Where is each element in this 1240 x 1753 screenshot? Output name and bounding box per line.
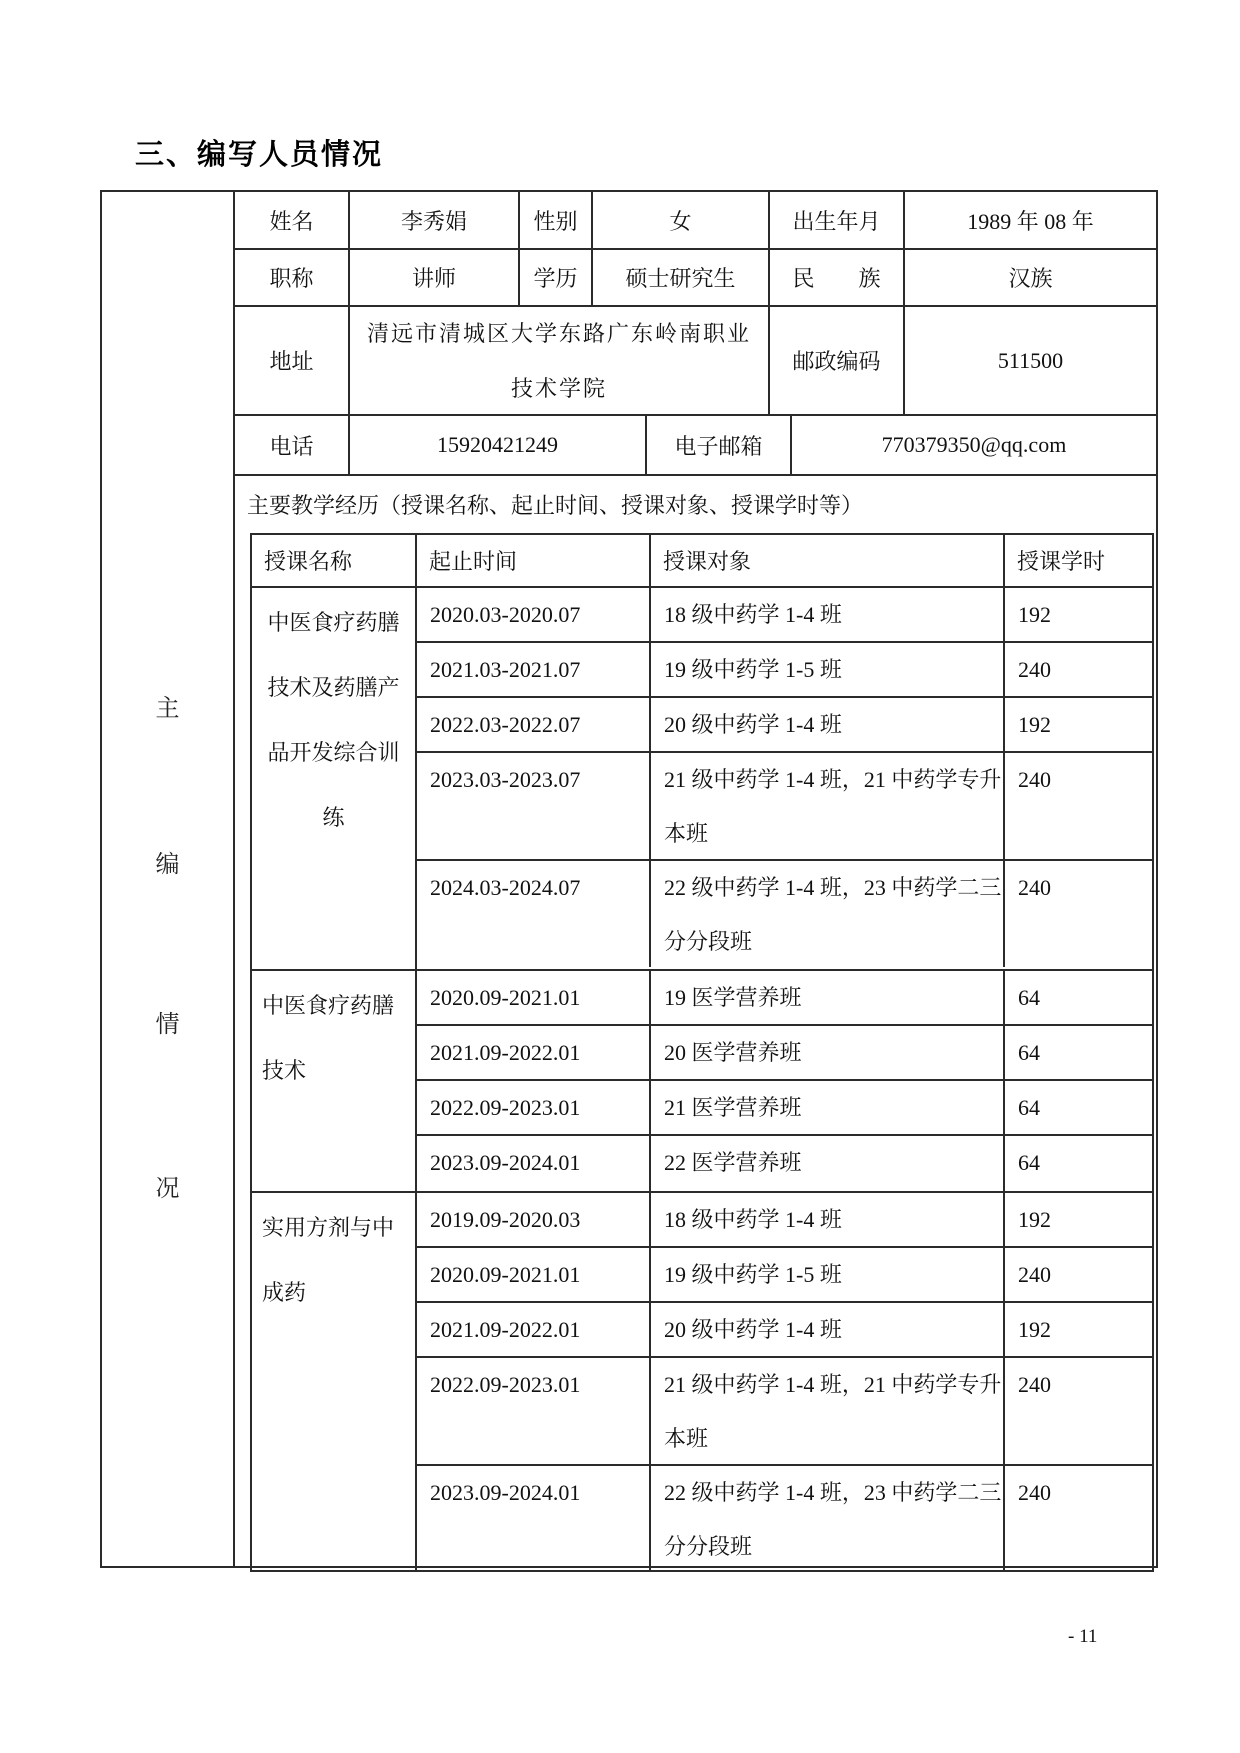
ethnic-label: 民 族 [770, 250, 905, 305]
time-cell: 2021.03-2021.07 [417, 643, 651, 696]
hours-cell: 64 [1018, 1040, 1040, 1065]
row-phone [235, 416, 1156, 476]
name-label: 姓名 [235, 192, 350, 248]
email-value: 770379350@qq.com [881, 432, 1067, 457]
gender-value: 女 [593, 192, 770, 248]
header-object: 授课对象 [651, 535, 1005, 586]
table-row [417, 643, 1152, 698]
hours-cell: 240 [1018, 1262, 1051, 1287]
object-cell: 22 级中药学 1-4 班，23 中药学二三分分段班 [651, 861, 1005, 967]
course-section [252, 971, 1152, 1193]
object-cell: 19 医学营养班 [651, 971, 1005, 1024]
personnel-table [100, 190, 1158, 1568]
title-value: 讲师 [350, 250, 520, 305]
hours-cell: 64 [1018, 1095, 1040, 1120]
time-cell: 2023.09-2024.01 [417, 1136, 651, 1191]
object-cell: 22 医学营养班 [651, 1136, 1005, 1191]
table-row [417, 1193, 1152, 1248]
table-row [417, 1081, 1152, 1136]
time-cell: 2024.03-2024.07 [417, 861, 651, 967]
time-cell: 2021.09-2022.01 [417, 1026, 651, 1079]
hours-cell: 240 [1018, 657, 1051, 682]
hours-cell: 240 [1018, 875, 1051, 900]
time-cell: 2020.09-2021.01 [417, 1248, 651, 1301]
side-label-char: 情 [155, 1012, 180, 1038]
table-row [417, 1303, 1152, 1358]
table-row [417, 971, 1152, 1026]
zip-label: 邮政编码 [770, 307, 905, 414]
row-title [235, 250, 1156, 307]
table-row [417, 861, 1152, 967]
time-cell: 2023.09-2024.01 [417, 1466, 651, 1572]
table-row [417, 1358, 1152, 1466]
object-cell: 21 医学营养班 [651, 1081, 1005, 1134]
side-label-char: 主 [155, 696, 180, 722]
side-label-char: 编 [155, 852, 180, 878]
object-cell: 20 级中药学 1-4 班 [651, 1303, 1005, 1356]
time-cell: 2022.09-2023.01 [417, 1081, 651, 1134]
time-cell: 2020.03-2020.07 [417, 588, 651, 641]
object-cell: 22 级中药学 1-4 班，23 中药学二三分分段班 [651, 1466, 1005, 1572]
hours-cell: 240 [1018, 1480, 1051, 1505]
time-cell: 2023.03-2023.07 [417, 753, 651, 859]
row-name [235, 192, 1156, 250]
phone-label: 电话 [235, 416, 350, 474]
hours-cell: 240 [1018, 1372, 1051, 1397]
page-number: - 11 [1068, 1626, 1098, 1647]
hours-cell: 192 [1018, 602, 1051, 627]
hours-cell: 192 [1018, 1317, 1051, 1342]
object-cell: 21 级中药学 1-4 班，21 中药学专升本班 [651, 753, 1005, 859]
hours-cell: 192 [1018, 712, 1051, 737]
email-label: 电子邮箱 [647, 416, 792, 474]
table-row [417, 1248, 1152, 1303]
object-cell: 20 级中药学 1-4 班 [651, 698, 1005, 751]
gender-label: 性别 [520, 192, 593, 248]
hours-cell: 192 [1018, 1207, 1051, 1232]
ethnic-value: 汉族 [1008, 266, 1053, 291]
row-teaching-history [235, 476, 1156, 1572]
hours-cell: 64 [1018, 1150, 1040, 1175]
object-cell: 21 级中药学 1-4 班，21 中药学专升本班 [651, 1358, 1005, 1464]
hours-cell: 64 [1018, 985, 1040, 1010]
time-cell: 2022.09-2023.01 [417, 1358, 651, 1464]
time-cell: 2019.09-2020.03 [417, 1193, 651, 1246]
teaching-header-row [252, 535, 1152, 588]
address-label: 地址 [235, 307, 350, 414]
personnel-content [235, 192, 1156, 1566]
course-name: 中医食疗药膳技术 [252, 971, 417, 1191]
course-section [252, 1193, 1152, 1572]
degree-label: 学历 [520, 250, 593, 305]
header-time: 起止时间 [417, 535, 651, 586]
time-cell: 2022.03-2022.07 [417, 698, 651, 751]
object-cell: 19 级中药学 1-5 班 [651, 643, 1005, 696]
side-label-char: 况 [155, 1176, 180, 1202]
time-cell: 2020.09-2021.01 [417, 971, 651, 1024]
object-cell: 18 级中药学 1-4 班 [651, 1193, 1005, 1246]
birth-value: 1989 年 08 年 [967, 208, 1094, 234]
name-value: 李秀娟 [350, 192, 520, 248]
course-section [252, 588, 1152, 971]
row-address [235, 307, 1156, 416]
object-cell: 20 医学营养班 [651, 1026, 1005, 1079]
table-row [417, 1466, 1152, 1572]
table-row [417, 1136, 1152, 1191]
title-label: 职称 [235, 250, 350, 305]
table-row [417, 588, 1152, 643]
address-value: 清远市清城区大学东路广东岭南职业技术学院 [350, 307, 770, 414]
table-row [417, 753, 1152, 861]
object-cell: 18 级中药学 1-4 班 [651, 588, 1005, 641]
course-name: 实用方剂与中成药 [252, 1193, 417, 1572]
side-label-column [102, 192, 235, 1566]
phone-value: 15920421249 [350, 416, 647, 474]
hours-cell: 240 [1018, 767, 1051, 792]
birth-label: 出生年月 [770, 192, 905, 248]
header-course: 授课名称 [252, 535, 417, 586]
degree-value: 硕士研究生 [593, 250, 770, 305]
header-hours: 授课学时 [1017, 549, 1106, 574]
time-cell: 2021.09-2022.01 [417, 1303, 651, 1356]
table-row [417, 1026, 1152, 1081]
section-title: 三、编写人员情况 [135, 139, 384, 171]
teaching-caption: 主要教学经历（授课名称、起止时间、授课对象、授课学时等） [247, 493, 864, 518]
course-name: 中医食疗药膳技术及药膳产品开发综合训练 [252, 588, 417, 969]
object-cell: 19 级中药学 1-5 班 [651, 1248, 1005, 1301]
teaching-table [250, 533, 1154, 1572]
table-row [417, 698, 1152, 753]
zip-value: 511500 [997, 347, 1064, 373]
